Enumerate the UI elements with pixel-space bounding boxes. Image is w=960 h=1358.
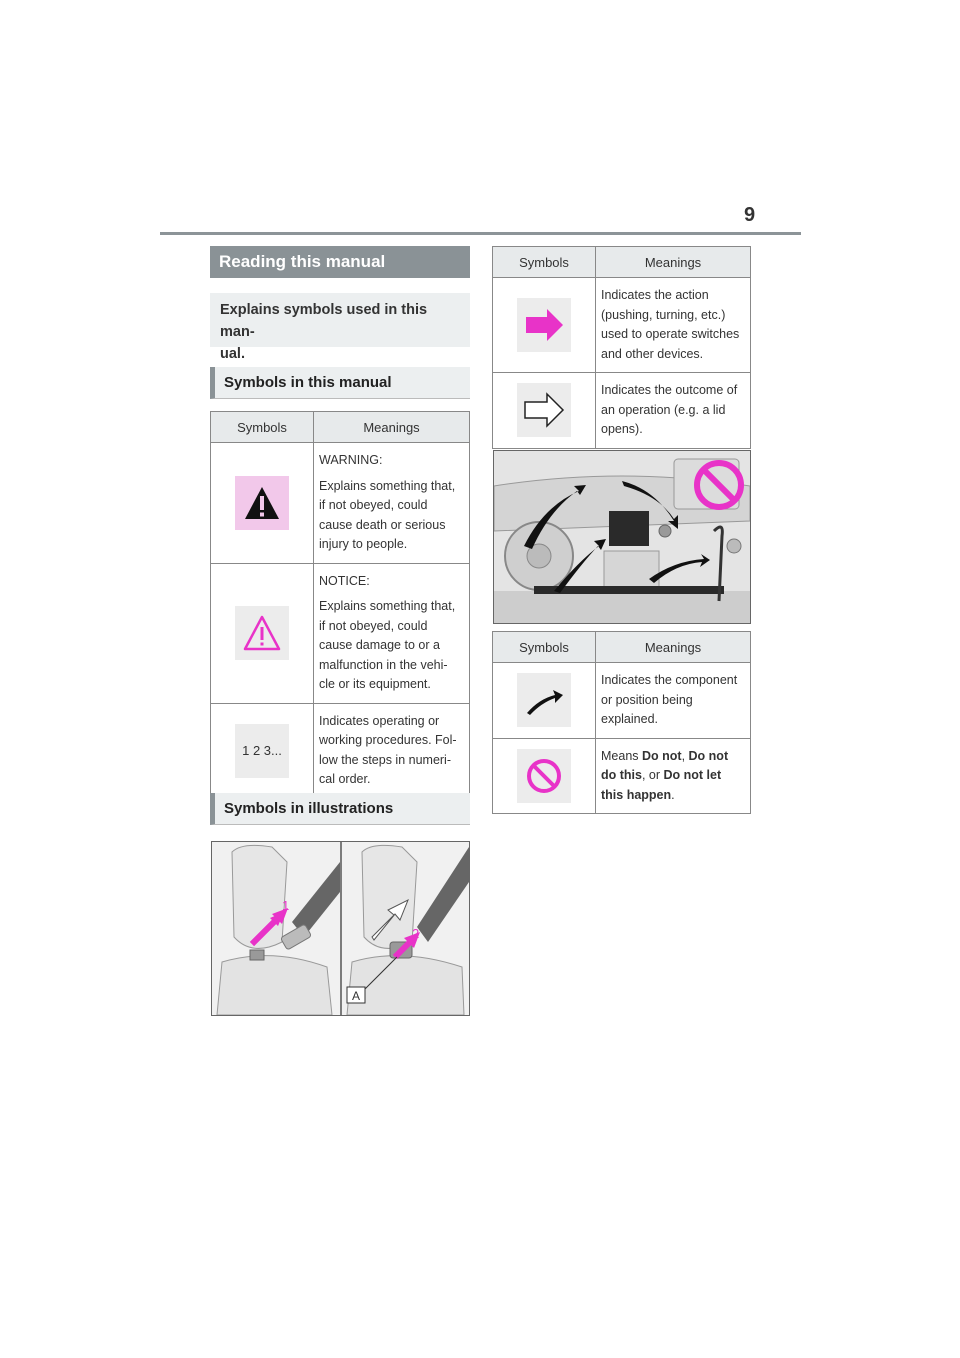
meaning-line: cause death or serious: [319, 517, 446, 532]
header-rule: [160, 232, 801, 235]
separator: , or: [641, 768, 664, 782]
section-title: Reading this manual: [210, 246, 470, 278]
meaning-line: Indicates the outcome of: [601, 383, 738, 397]
meaning-line: used to operate switches: [601, 327, 740, 341]
table-row: [211, 703, 470, 798]
meaning-line: Explains something that,: [319, 599, 456, 613]
header-meanings: Meanings: [314, 412, 470, 443]
header-symbols: Symbols: [211, 412, 314, 443]
table-header-row: [493, 632, 751, 663]
meaning-line: working procedures. Fol-: [319, 733, 457, 747]
notice-title: NOTICE:: [319, 573, 370, 588]
steps-icon: 1 2 3...: [235, 724, 289, 778]
illustration-symbols-table-top: [492, 246, 751, 449]
header-symbols: Symbols: [493, 632, 596, 663]
header-symbols: Symbols: [493, 247, 596, 278]
meaning-line: malfunction in the vehi-: [319, 657, 448, 672]
manual-symbols-table: [210, 411, 470, 799]
component-arrow-icon: [517, 673, 571, 727]
meaning-line: or position being: [601, 692, 693, 707]
symbols-heading: Symbols in this manual: [210, 367, 470, 399]
meaning-line: Indicates the action: [601, 288, 709, 302]
table-row: [493, 738, 751, 814]
meaning-line: and other devices.: [601, 346, 704, 361]
warning-title: WARNING:: [319, 453, 383, 467]
intro-line: Explains symbols used in this man-: [220, 302, 428, 340]
meaning-line: cause damage to or a: [319, 638, 440, 652]
step-2-label: 2: [412, 926, 420, 941]
page-number: 9: [744, 204, 756, 226]
callout-a-label: A: [352, 989, 361, 1003]
table-row: [493, 373, 751, 449]
illustrations-heading: Symbols in illustrations: [210, 793, 470, 825]
warning-icon: [235, 476, 289, 530]
meaning-line: Indicates the component: [601, 673, 738, 687]
meaning-line: injury to people.: [319, 537, 408, 551]
table-row: [493, 278, 751, 373]
meaning-line: Explains something that,: [319, 478, 456, 493]
meaning-line: if not obeyed, could: [319, 618, 428, 633]
do-not-let-text: Do not let this happen: [601, 768, 722, 802]
means-word: Means: [601, 748, 642, 763]
action-arrow-icon: [517, 298, 571, 352]
prohibition-icon: [517, 749, 571, 803]
intro-line: ual.: [220, 346, 245, 362]
intro-panel: [210, 293, 470, 362]
step-1-label: 1: [282, 898, 290, 913]
separator: ,: [681, 748, 689, 763]
meaning-line: cal order.: [319, 772, 371, 786]
illustration-symbols-table-bottom: [492, 631, 751, 814]
table-row: [211, 563, 470, 703]
do-not-text: Do not: [642, 748, 682, 763]
meaning-line: explained.: [601, 712, 658, 726]
header-meanings: Meanings: [596, 632, 751, 663]
table-row: [211, 443, 470, 564]
meaning-line: an operation (e.g. a lid: [601, 402, 726, 417]
meaning-line: low the steps in numeri-: [319, 752, 452, 767]
period: .: [671, 787, 675, 802]
table-header-row: [493, 247, 751, 278]
table-row: [493, 663, 751, 739]
meaning-line: (pushing, turning, etc.): [601, 307, 726, 322]
seatbelt-illustration: [211, 841, 470, 1016]
meaning-line: if not obeyed, could: [319, 498, 428, 512]
outcome-arrow-icon: [517, 383, 571, 437]
meaning-line: cle or its equipment.: [319, 677, 431, 691]
meaning-line: Indicates operating or: [319, 713, 440, 728]
meaning-line: opens).: [601, 422, 643, 436]
table-header-row: [211, 412, 470, 443]
dashboard-illustration: [493, 450, 751, 624]
header-meanings: Meanings: [596, 247, 751, 278]
do-not-do-this-text: Do not do this: [601, 748, 729, 782]
notice-icon: [235, 606, 289, 660]
